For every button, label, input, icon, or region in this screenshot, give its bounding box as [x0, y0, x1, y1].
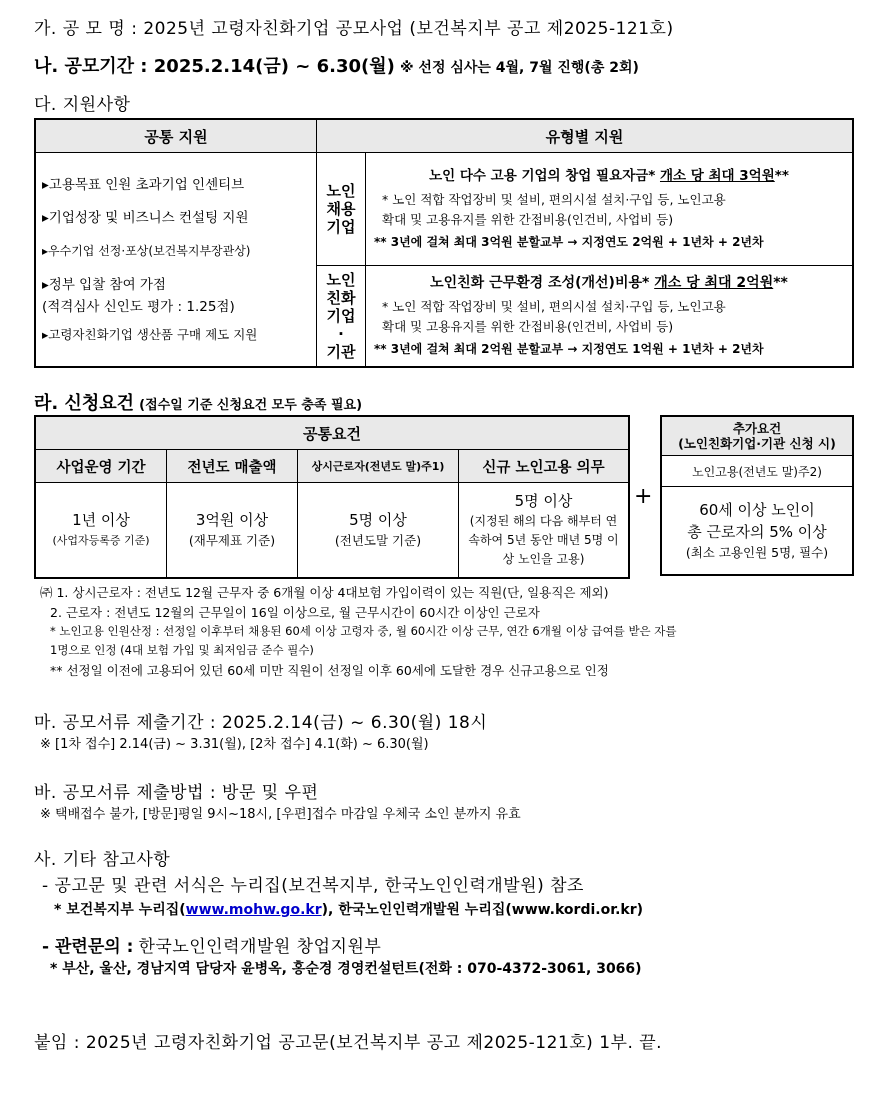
- extra-requirements-table: [660, 415, 854, 576]
- mohw-link[interactable]: www.mohw.go.kr: [185, 902, 322, 918]
- reference-line: - 공고문 및 관련 서식은 누리집(보건복지부, 한국노인인력개발원) 참조: [42, 876, 584, 896]
- common-requirements-table: [34, 415, 630, 579]
- requirements-heading: 라. 신청요건 (접수일 기준 신청요건 모두 충족 필요): [34, 393, 363, 414]
- req-workers: 5명 이상 (전년도말 기준): [298, 483, 459, 578]
- list-item: ▸우수기업 선정·포상(보건복지부장관상): [42, 243, 251, 258]
- req-sales: 3억원 이상 (재무제표 기준): [167, 483, 298, 578]
- submission-method: 바. 공모서류 제출방법 : 방문 및 우편: [34, 783, 319, 803]
- common-support-list: [35, 153, 317, 368]
- contact-line: * 부산, 울산, 경남지역 담당자 윤병옥, 홍순경 경영컨설턴트(전화 : 070-4372-3061, 3066): [50, 961, 642, 977]
- support-heading: 다. 지원사항: [34, 95, 131, 115]
- type2-content: 노인친화 근무환경 조성(개선)비용* 개소 당 최대 2억원** * 노인 적합 작업장비 및 설비, 편의시설 설치·구입 등, 노인고용 확대 및 고용유지를 위한 간접비용(인건비, 사업비 등) ** 3년에 걸쳐 최대 2억원 분할교부 → 지정연도 1억원 + 1년차 + 2년차: [366, 266, 854, 368]
- type1-amount: 개소 당 최대 3억원: [659, 168, 775, 184]
- type1-label: 노인 채용 기업: [317, 153, 366, 266]
- list-item: (적격심사 신인도 평가 : 1.25점): [42, 298, 235, 315]
- note-4: 1명으로 인정 (4대 보험 가입 및 최저임금 준수 필수): [50, 643, 314, 657]
- submission-period: 마. 공모서류 제출기간 : 2025.2.14(금) ~ 6.30(월) 18시: [34, 713, 488, 733]
- period-line: [34, 52, 639, 78]
- extra-req-header: 추가요건 (노인친화기업·기관 신청 시): [661, 416, 853, 456]
- col-workers: 상시근로자(전년도 말)주1): [298, 450, 459, 483]
- req-period: 1년 이상 (사업자등록증 기준): [35, 483, 167, 578]
- submission-method-note: ※ 택배접수 불가, [방문]평일 9시~18시, [우편]접수 마감일 우체국 소인 분까지 유효: [40, 807, 521, 822]
- list-item: ▸정부 입찰 참여 가점: [42, 276, 166, 293]
- col-period: 사업운영 기간: [35, 450, 167, 483]
- list-item: ▸기업성장 및 비즈니스 컨설팅 지원: [42, 209, 249, 226]
- inquiry-line: - 관련문의 : 한국노인인력개발원 창업지원부: [42, 937, 382, 957]
- support-table: [34, 118, 854, 368]
- list-item: ▸고용목표 인원 초과기업 인센티브: [42, 176, 245, 193]
- type-support-header: 유형별 지원: [317, 119, 854, 153]
- other-references-heading: 사. 기타 참고사항: [34, 850, 171, 870]
- list-item: ▸고령자친화기업 생산품 구매 제도 지원: [42, 326, 258, 342]
- website-line: * 보건복지부 누리집(www.mohw.go.kr), 한국노인인력개발원 누리집(www.kordi.or.kr): [54, 902, 644, 918]
- attachment-line: 붙임 : 2025년 고령자친화기업 공고문(보건복지부 공고 제2025-121호) 1부. 끝.: [34, 1033, 663, 1053]
- submission-period-note: ※ [1차 접수] 2.14(금) ~ 3.31(월), [2차 접수] 4.1(화) ~ 6.30(월): [40, 737, 429, 752]
- note-2: 2. 근로자 : 전년도 12월의 근무일이 16일 이상으로, 월 근무시간이 60시간 이상인 근로자: [50, 605, 540, 620]
- extra-req-value: 60세 이상 노인이 총 근로자의 5% 이상 (최소 고용인원 5명, 필수): [661, 487, 853, 575]
- note-5: ** 선정일 이전에 고용되어 있던 60세 미만 직원이 선정일 이후 60세에 도달한 경우 신규고용으로 인정: [50, 663, 609, 678]
- extra-req-col: 노인고용(전년도 말)주2): [661, 456, 853, 487]
- req-new-hire: 5명 이상 (지정된 해의 다음 해부터 연속하여 5년 동안 매년 5명 이상 노인을 고용): [459, 483, 630, 578]
- note-3: * 노인고용 인원산정 : 선정일 이후부터 채용된 60세 이상 고령자 중, 월 60시간 이상 근무, 연간 6개월 이상 급여를 받은 자를: [50, 624, 677, 638]
- note-1: ㈜ 1. 상시근로자 : 전년도 12월 근무자 중 6개월 이상 4대보험 가입이력이 있는 직원(단, 일용직은 제외): [40, 585, 609, 600]
- announcement-name: 가. 공 모 명 : 2025년 고령자친화기업 공모사업 (보건복지부 공고 제2025-121호): [34, 19, 674, 39]
- col-new-hire: 신규 노인고용 의무: [459, 450, 630, 483]
- col-sales: 전년도 매출액: [167, 450, 298, 483]
- common-req-header: 공통요건: [35, 416, 629, 450]
- period-main: 나. 공모기간 : 2025.2.14(금) ~ 6.30(월): [34, 56, 395, 77]
- period-note: ※ 선정 심사는 4월, 7월 진행(총 2회): [399, 60, 639, 76]
- type2-label: 노인 친화 기업 · 기관: [317, 266, 366, 368]
- type1-content: 노인 다수 고용 기업의 창업 필요자금* 개소 당 최대 3억원** * 노인 적합 작업장비 및 설비, 편의시설 설치·구입 등, 노인고용 확대 및 고용유지를 위한 간접비용(인건비, 사업비 등) ** 3년에 걸쳐 최대 3억원 분할교부 → 지정연도 2억원 + 1년차 + 2년차: [366, 153, 854, 266]
- common-support-header: 공통 지원: [35, 119, 317, 153]
- type2-amount: 개소 당 최대 2억원: [654, 275, 774, 291]
- plus-sign: +: [634, 484, 653, 509]
